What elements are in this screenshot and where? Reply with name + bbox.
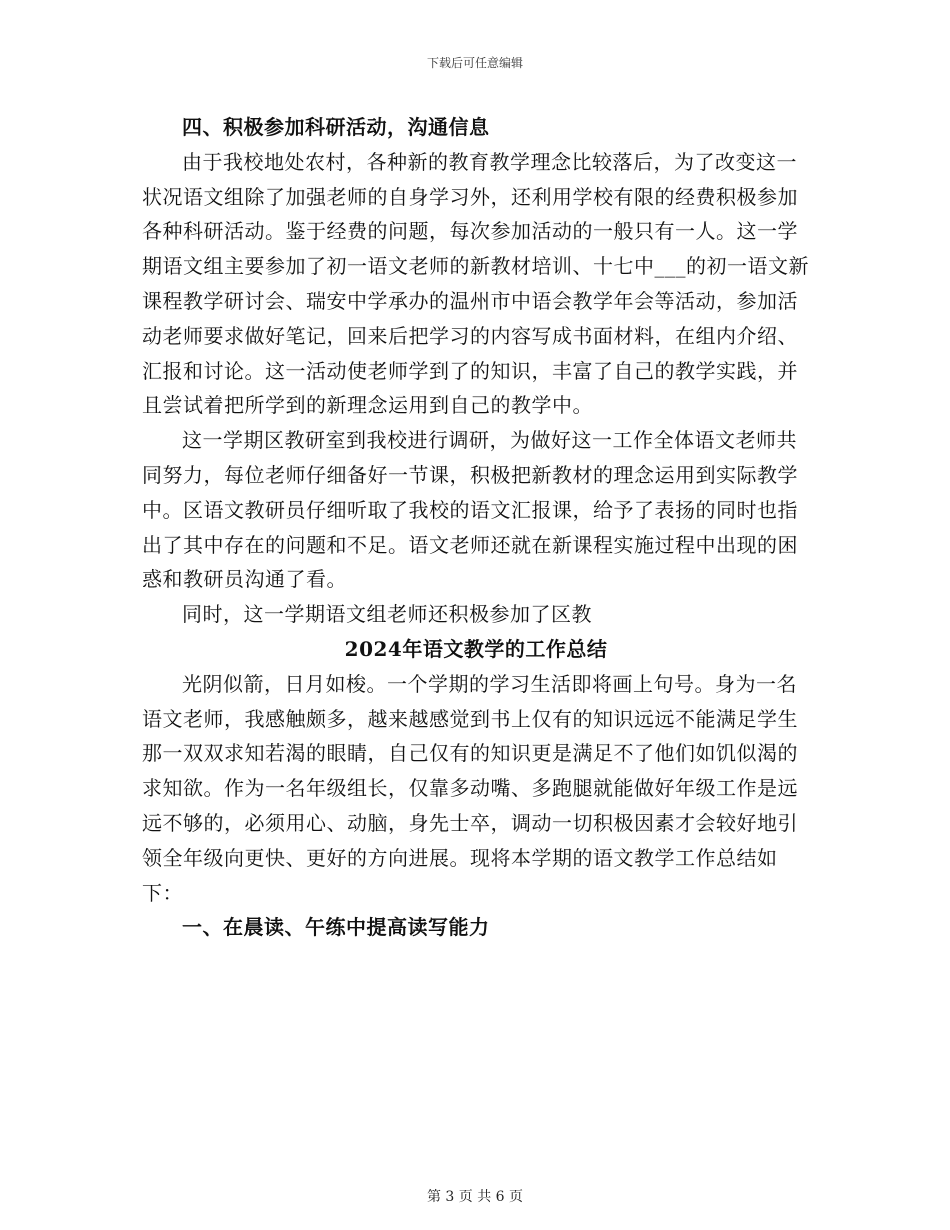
paragraph-district-research: 这一学期区教研室到我校进行调研，为做好这一工作全体语文老师共同努力，每位老师仔细备好一节课，积极把新教材的理念运用到实际教学中。区语文教研员仔细听取了我校的语文汇报课，给予了表扬的同时也指出了其中存在的问题和不足。语文老师还就在新课程实施过程中出现的困惑和教研员沟通了看。: [142, 428, 798, 592]
document-title: 2024年语文教学的工作总结: [344, 636, 608, 661]
document-body: [142, 110, 810, 945]
paragraph-research-activities: 由于我校地处农村，各种新的教育教学理念比较落后，为了改变这一状况语文组除了加强老师的自身学习外，还利用学校有限的经费积极参加各种科研活动。鉴于经费的问题，每次参加活动的一般只有一人。这一学期语文组主要参加了初一语文老师的新教材培训、十七中___的初一语文新课程教学研讨会、瑞安中学承办的温州市中语会教学年会等活动，参加活动老师要求做好笔记，回来后把学习的内容写成书面材料，在组内介绍、汇报和讨论。这一活动使老师学到了的知识，丰富了自己的教学实践，并且尝试着把所学到的新理念运用到自己的教学中。: [142, 149, 809, 418]
paragraph-intro: 光阴似箭，日月如梭。一个学期的学习生活即将画上句号。身为一名语文老师，我感触颇多，越来越感觉到书上仅有的知识远远不能满足学生那一双双求知若渴的眼睛，自己仅有的知识更是满足不了他们如饥似渴的求知欲。作为一名年级组长，仅靠多动嘴、多跑腿就能做好年级工作是远远不够的，必须用心、动脑，身先士卒，调动一切积极因素才会较好地引领全年级向更快、更好的方向进展。现将本学期的语文教学工作总结如下：: [142, 671, 798, 905]
paragraph-also: 同时，这一学期语文组老师还积极参加了区教: [182, 602, 592, 627]
page-number-footer: 第 3 页 共 6 页: [426, 1189, 524, 1205]
section-heading-4: 四、积极参加科研活动，沟通信息: [182, 115, 490, 139]
section-heading-1: 一、在晨读、午练中提高读写能力: [182, 915, 490, 940]
page-header-note: 下载后可任意编辑: [426, 56, 523, 70]
